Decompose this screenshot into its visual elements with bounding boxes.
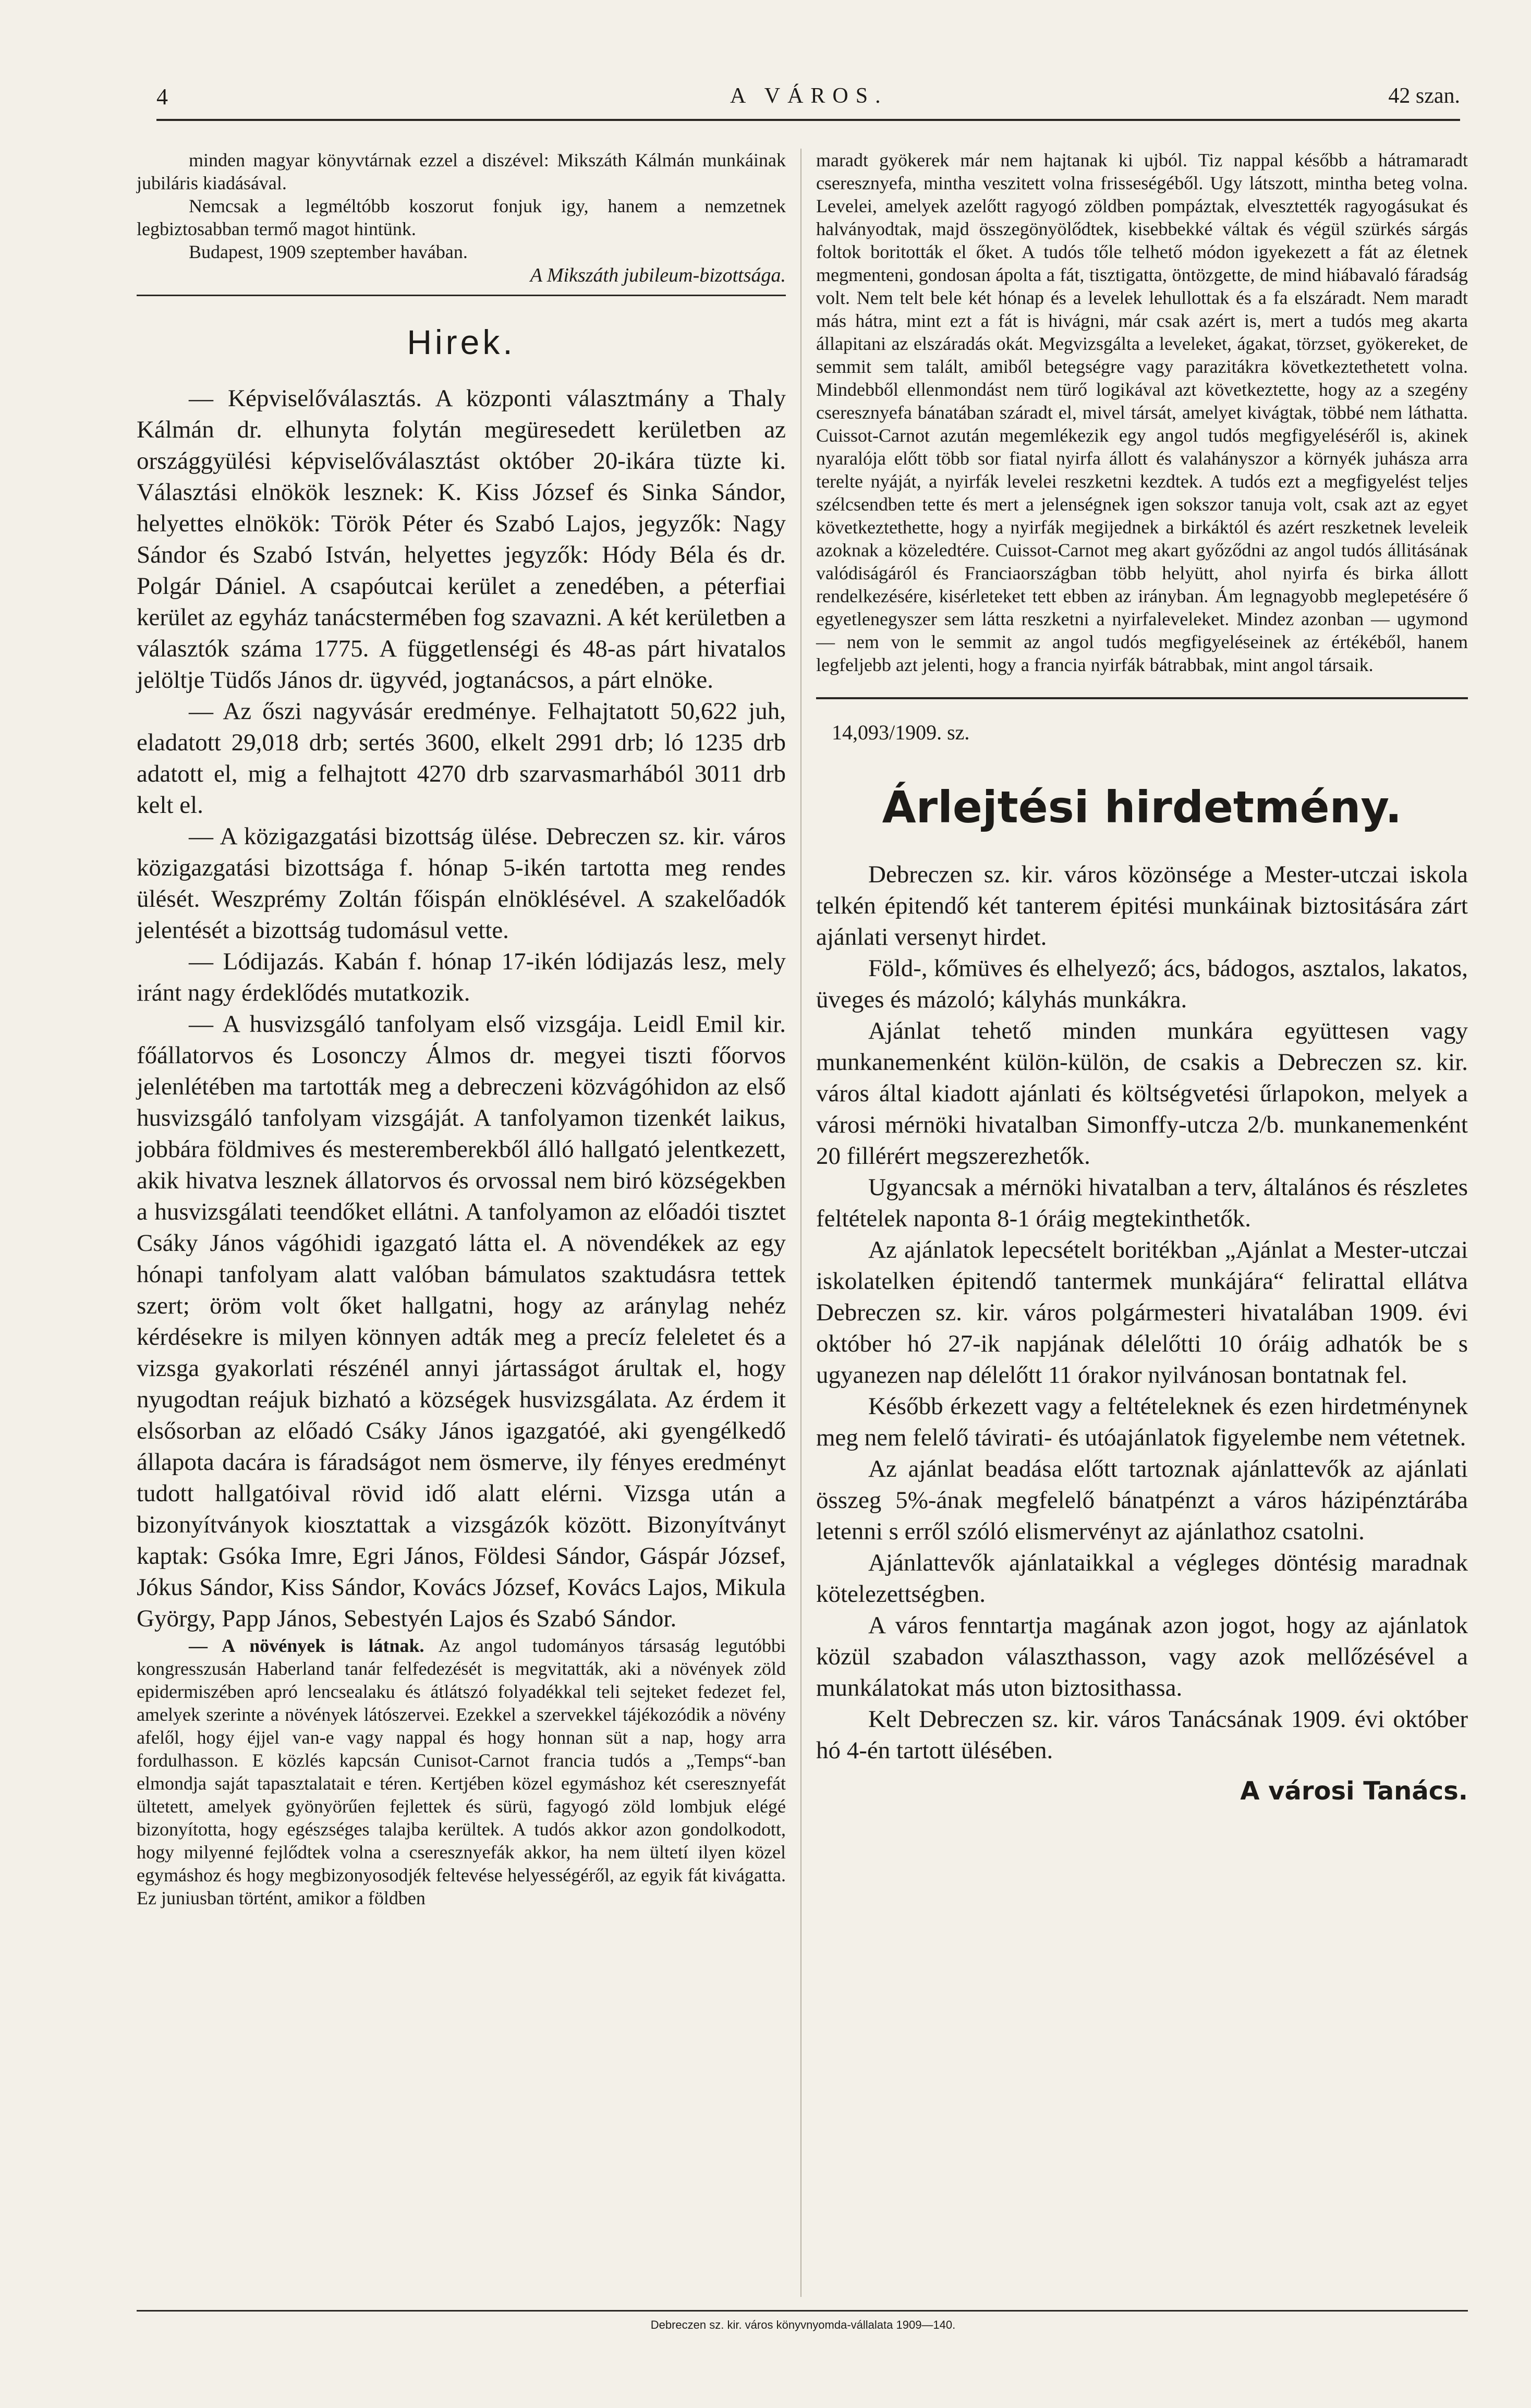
newspaper-title: A VÁROS. bbox=[730, 84, 888, 108]
notice-paragraph-3: Ajánlat tehető minden munkára együttesen vagy munkanemenként külön-külön, de csakis a Debreczen sz. kir. város által kiadott ajánlati és költségvetési űrlapokon, melyek a városi mérnöki hivatalban Simonffy-utcza 2/b. munkanemenként 20 fillérért megszerezhetők. bbox=[816, 1017, 1468, 1170]
left-column bbox=[137, 149, 786, 1910]
appeal-paragraph-1: minden magyar könyvtárnak ezzel a diszével: Mikszáth Kálmán munkáinak jubiláris kiadásával. bbox=[137, 150, 786, 193]
notice-paragraph-7: Az ajánlat beadása előtt tartoznak ajánlattevők az ajánlati összeg 5%-ának megfelelő bánatpénzt a város házipénztárába letenni s erről szóló elismervényt az ajánlathoz csatolni. bbox=[816, 1455, 1468, 1545]
right-column bbox=[816, 149, 1468, 1806]
notice-paragraph-8: Ajánlattevők ajánlataikkal a végleges döntésig maradnak kötelezettségben. bbox=[816, 1549, 1468, 1608]
news-item-meat-inspection: — A husvizsgáló tanfolyam első vizsgája. Leidl Emil kir. főállatorvos és Losonczy Álmos dr. megyei tiszti főorvos jelenlétében ma tartották meg a debreczeni közvágóhidon az első husvizsgáló tanfolyam vizsgáját. A tanfolyamon tizenkét laikus, jobbára földmives és mesteremberekből álló hallgató jelentkezett, akik hivatva lesznek állatorvos és orvossal nem biró községekben a husvizsgálati teendőket ellátni. A tanfolyamon az előadói tisztet Csáky János vágóhidi igazgató látta el. A növendékek az egy hónapi tanfolyam alatt valóban bámulatos szaktudásra tettek szert; öröm volt őket hallgatni, hogy az aránylag nehéz kérdésekre is milyen könnyen adták meg a precíz feleletet és a vizsga gyakorlati részénél annyi jártasságot árultak el, hogy nyugodtan reájuk bizható a községek husvizsgálata. Az érdem it elsősorban az előadó Csáky János igazgatóé, aki gyengélkedő állapota dacára is fáradságot nem ösmerve, ily fényes eredményt tudott hallgatóival rövid idő alatt elérni. Vizsga után a bizonyítványok kiosztattak a vizsgázók között. Bizonyítványt kaptak: Gsóka Imre, Egri János, Földesi Sándor, Gáspár József, Jókus Sándor, Kiss Sándor, Kovács József, Kovács Lajos, Mikula György, Papp János, Sebestyén Lajos és Szabó Sándor. bbox=[137, 1011, 786, 1632]
notice-reference: 14,093/1909. sz. bbox=[832, 721, 970, 744]
news-item-fair: — Az őszi nagyvásár eredménye. Felhajtatott 50,622 juh, eladatott 29,018 drb; sertés 3600, elkelt 2991 drb; ló 1235 drb adatott el, mig a felhajtott 4270 drb szarvasmarhából 3011 drb kelt el. bbox=[137, 698, 786, 819]
news-item-plants bbox=[137, 1634, 786, 1910]
page-header bbox=[156, 83, 1460, 120]
column-divider bbox=[800, 149, 801, 2297]
news-item-horse: — Lódijazás. Kabán f. hónap 17-ikén lódijazás lesz, mely iránt nagy érdeklődés mutatkozik. bbox=[137, 948, 786, 1006]
issue-number: 42 szan. bbox=[1388, 84, 1460, 108]
notice-paragraph-5: Az ajánlatok lepecsételt boritékban „Ajánlat a Mester-utczai iskolatelken épitendő tantermek munkájára“ felirattal ellátva Debreczen sz. kir. város polgármesteri hivatalában 1909. évi október hó 27-ik napjának délelőtti 10 óráig adhatók be s ugyanezen nap délelőtt 11 órakor nyilvánosan bontatnak fel. bbox=[816, 1236, 1468, 1389]
notice-paragraph-6: Később érkezett vagy a feltételeknek és ezen hirdetménynek meg nem felelő távirati- és utóajánlatok figyelembe nem vétetnek. bbox=[816, 1393, 1468, 1451]
plants-continuation: maradt gyökerek már nem hajtanak ki ujból. Tiz nappal később a hátramaradt cseresznyefa, mintha veszitett volna frisseségéből. Ugy látszott, mintha beteg volna. Levelei, amelyek azelőtt ragyogó zöldben pompáztak, elvesztették ragyogásukat és halványodtak, majd összegönyölődtek, kisebbekké váltak és végül szürkés sárgás foltok boritották el őket. A tudós tőle telhető módon igyekezett a fát az életnek megmenteni, gondosan ápolta a fát, tisztigatta, öntözgette, de mind hiábavaló fáradság volt. Nem telt bele két hónap és a levelek lehullottak és a fa elszáradt. Nem maradt más hátra, mint ezt a fát is hivágni, már csak azért is, mert a tudós meg akarta állapitani az elszáradás okát. Megvizsgálta a leveleket, ágakat, törzset, gyökereket, de semmit sem talált, amiből betegségre vagy parazitákra következtethetett volna. Mindebből ellenmondást nem türő logikával azt következtette, hogy az a szegény cseresznyefa bánatában száradt el, mivel társát, amelyet kivágtak, többé nem láthatta. Cuissot-Carnot azután megemlékezik egy angol tudós megfigyeléséről is, akinek nyaralója előtt több sor fiatal nyirfa állott és valahányszor a környék juhásza arra terelte nyáját, a nyirfák levelei reszketni kezdtek. A tudós ezt a megfigyelést teljes szélcsendben tette és mert a jelenségnek igen sokszor tanuja volt, csak azt az egyet következtethette, hogy a nyirfák megijednek a birkáktól és azért reszketnek leveleik azoknak a közeledtére. Cuissot-Carnot meg akart győződni az angol tudós állitásának valódiságáról és Franciaországban több helyütt, ahol nyirfa és birka állott rendelkezésére, kisérleteket tett ebben az irányban. Ám legnagyobb meglepetésére ő egyetlenegyszer sem látta reszketni a nyirfaleveleket. Mindez azonban — ugymond — nem von le semmit az angol tudós megfigyeléseinek az értékéből, hanem legfeljebb azt jelenti, hogy a francia nyirfák bátrabbak, mint angol társaik. bbox=[816, 150, 1468, 675]
notice-paragraph-1: Debreczen sz. kir. város közönsége a Mester-utczai iskola telkén épitendő két tanterem épitési munkáinak biztositására zárt ajánlati versenyt hirdet. bbox=[816, 861, 1468, 951]
news-item-committee: — A közigazgatási bizottság ülése. Debreczen sz. kir. város közigazgatási bizottsága f. hónap 5-ikén tartotta meg rendes ülését. Weszprémy Zoltán főispán elnöklésével. A szakelőadók jelentését a bizottság tudomásul vette. bbox=[137, 823, 786, 944]
plants-title: — A növények is látnak. bbox=[189, 1635, 424, 1656]
news-item-election: — Képviselőválasztás. A központi választmány a Thaly Kálmán dr. elhunyta folytán megüresedett kerületben az országgyülési képviselőválasztást október 20-ikára tüzte ki. Választási elnökök lesznek: K. Kiss József és Sinka Sándor, helyettes elnökök: Török Péter és Szabó Lajos, jegyzők: Nagy Sándor és Szabó István, helyettes jegyzők: Hódy Béla és dr. Polgár Dániel. A csapóutcai kerület a zenedében, a péterfiai kerület az egyház tanácstermében fog szavazni. A két kerületben a választók száma 1775. A függetlenségi és 48-as párt hivatalos jelöltje Tüdős János dr. ügyvéd, jogtanácsos, a párt elnöke. bbox=[137, 385, 786, 694]
footer-rule bbox=[137, 2310, 1468, 2312]
notice-title: Árlejtési hirdetmény. bbox=[882, 782, 1402, 833]
section-title: Hirek. bbox=[407, 323, 516, 361]
appeal-paragraph-2: Nemcsak a legméltóbb koszorut fonjuk igy, hanem a nemzetnek legbiztosabban termő magot hintünk. bbox=[137, 196, 786, 239]
appeal-signature: A Mikszáth jubileum-bizottsága. bbox=[530, 264, 786, 286]
notice-paragraph-9: A város fenntartja magának azon jogot, hogy az ajánlatok közül szabadon választhasson, vagy azok mellőzésével a munkálatokat más uton biztosithassa. bbox=[816, 1612, 1468, 1701]
notice-paragraph-10: Kelt Debreczen sz. kir. város Tanácsának 1909. évi október hó 4-én tartott ülésében. bbox=[816, 1706, 1468, 1764]
section-rule bbox=[137, 295, 786, 296]
plants-body: Az angol tudományos társaság legutóbbi kongresszusán Haberland tanár felfedezését is megvitatták, aki a növények zöld epidermiszében apró lencsealaku és átlátszó folyadékkal teli sejteket fedezet fel, amelyek szerinte a növények látószervei. Ezekkel a szervekkel tájékozódik a növény afelől, hogy éjjel van-e vagy nappal és hogy honnan süt a nap, hogy arra fordulhasson. E közlés kapcsán Cunisot-Carnot francia tudós a „Temps“-ban elmondja saját tapasztalatait e téren. Kertjében közel egymáshoz két cseresznyefát ültetett, amelyek gyönyörűen fejlettek és sürü, fagyogó zöld lombjuk elégé bizonyította, hogy egészséges talajba kerültek. A tudós akkor azon gondolkodott, hogy milyenné fejlődtek volna a cseresznyefák akkor, ha nem ültetí ilyen közel egymáshoz és hogy megbizonyosodjék feltevése helyességéről, az egyik fát kivágatta. Ez juniusban történt, amikor a földben bbox=[137, 1635, 786, 1908]
notice-paragraph-2: Föld-, kőmüves és elhelyező; ács, bádogos, asztalos, lakatos, üveges és mázoló; kályhás munkákra. bbox=[816, 955, 1468, 1013]
notice-signature: A városi Tanács. bbox=[1240, 1777, 1468, 1806]
page-number: 4 bbox=[156, 84, 168, 110]
notice-paragraph-4: Ugyancsak a mérnöki hivatalban a terv, általános és részletes feltételek naponta 8-1 óráig megtekinthetők. bbox=[816, 1174, 1468, 1232]
printer-imprint: Debreczen sz. kir. város könyvnyomda-vállalata 1909—140. bbox=[650, 2318, 956, 2331]
appeal-paragraph-3: Budapest, 1909 szeptember havában. bbox=[189, 241, 468, 262]
header-rule bbox=[156, 119, 1460, 121]
notice-rule bbox=[816, 697, 1468, 699]
